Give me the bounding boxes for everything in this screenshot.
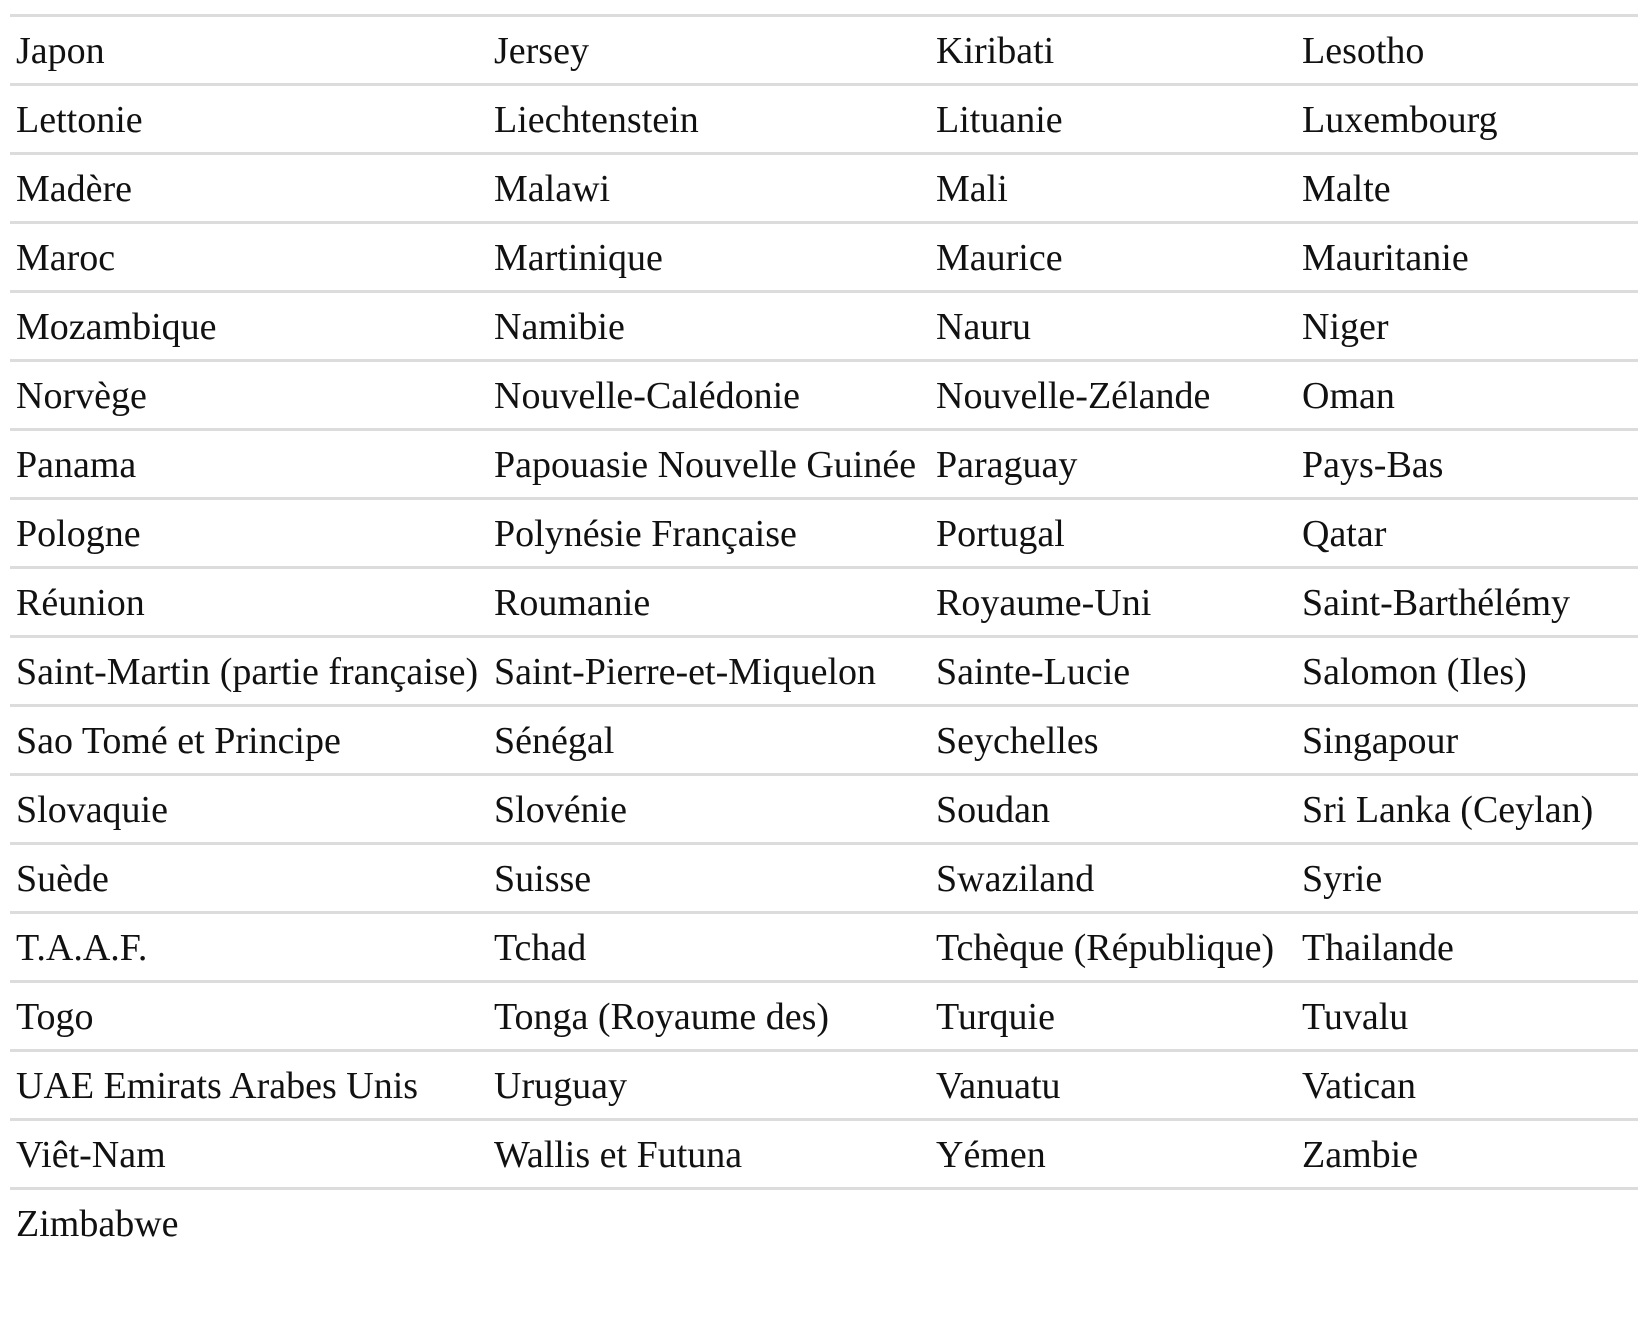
country-name: Norvège: [16, 375, 147, 417]
country-table-body: [10, 16, 1638, 1257]
country-name: Luxembourg: [1302, 99, 1498, 141]
table-cell: [930, 361, 1296, 430]
table-row: [10, 361, 1638, 430]
country-name: Viêt-Nam: [16, 1134, 166, 1176]
country-name: Sénégal: [494, 720, 615, 762]
country-name: Mauritanie: [1302, 237, 1469, 279]
country-name: Vanuatu: [936, 1065, 1061, 1107]
country-name: Pologne: [16, 513, 141, 555]
table-cell: [1296, 361, 1638, 430]
country-name: Portugal: [936, 513, 1065, 555]
country-name: UAE Emirats Arabes Unis: [16, 1065, 419, 1107]
country-name: Namibie: [494, 306, 625, 348]
table-row: [10, 844, 1638, 913]
table-cell: [488, 637, 930, 706]
table-cell: [488, 499, 930, 568]
country-name: Roumanie: [494, 582, 651, 624]
country-name: Royaume-Uni: [936, 582, 1152, 624]
table-cell: [10, 1051, 488, 1120]
table-row: [10, 913, 1638, 982]
table-cell: [1296, 430, 1638, 499]
table-row: [10, 1051, 1638, 1120]
table-row: [10, 292, 1638, 361]
table-cell: [930, 913, 1296, 982]
table-cell: [1296, 1120, 1638, 1189]
table-row: [10, 430, 1638, 499]
table-cell: [10, 154, 488, 223]
table-cell: [930, 16, 1296, 85]
country-name: Martinique: [494, 237, 663, 279]
country-name: Swaziland: [936, 858, 1095, 900]
table-cell: [1296, 16, 1638, 85]
table-cell: [488, 913, 930, 982]
country-name: Niger: [1302, 306, 1389, 348]
table-cell: [930, 568, 1296, 637]
table-cell: [1296, 1189, 1638, 1257]
country-name: Paraguay: [936, 444, 1078, 486]
table-cell: [10, 85, 488, 154]
table-row: [10, 154, 1638, 223]
country-name: Salomon (Iles): [1302, 651, 1527, 693]
table-cell: [930, 1189, 1296, 1257]
country-name: Japon: [16, 30, 105, 72]
table-cell: [930, 430, 1296, 499]
country-name: Tchad: [494, 927, 587, 969]
table-cell: [488, 430, 930, 499]
table-row: [10, 16, 1638, 85]
country-name: Mozambique: [16, 306, 217, 348]
table-cell: [1296, 775, 1638, 844]
country-name: Jersey: [494, 30, 589, 72]
country-name: Papouasie Nouvelle Guinée: [494, 444, 917, 486]
table-row: [10, 223, 1638, 292]
table-cell: [1296, 154, 1638, 223]
country-table: [10, 14, 1638, 1256]
table-cell: [10, 499, 488, 568]
table-cell: [930, 292, 1296, 361]
table-cell: [10, 1120, 488, 1189]
country-name: Liechtenstein: [494, 99, 699, 141]
table-cell: [930, 637, 1296, 706]
country-name: Sainte-Lucie: [936, 651, 1131, 693]
country-name: Pays-Bas: [1302, 444, 1444, 486]
country-name: Lituanie: [936, 99, 1063, 141]
country-name: Oman: [1302, 375, 1395, 417]
table-cell: [488, 85, 930, 154]
country-name: Nauru: [936, 306, 1031, 348]
table-row: [10, 706, 1638, 775]
country-name: Uruguay: [494, 1065, 627, 1107]
table-cell: [1296, 913, 1638, 982]
table-cell: [10, 1189, 488, 1257]
country-name: Maurice: [936, 237, 1063, 279]
table-cell: [488, 154, 930, 223]
table-cell: [1296, 292, 1638, 361]
country-name: Zambie: [1302, 1134, 1419, 1176]
country-name: Mali: [936, 168, 1008, 210]
table-cell: [10, 361, 488, 430]
table-cell: [488, 16, 930, 85]
table-row: [10, 1120, 1638, 1189]
table-cell: [930, 1120, 1296, 1189]
table-cell: [1296, 499, 1638, 568]
table-cell: [488, 1189, 930, 1257]
country-name: T.A.A.F.: [16, 927, 148, 969]
country-name: Suède: [16, 858, 109, 900]
table-cell: [1296, 982, 1638, 1051]
table-cell: [930, 1051, 1296, 1120]
table-cell: [10, 637, 488, 706]
country-name: Lesotho: [1302, 30, 1425, 72]
country-name: Togo: [16, 996, 94, 1038]
country-name: Turquie: [936, 996, 1055, 1038]
country-name: Saint-Pierre-et-Miquelon: [494, 651, 877, 693]
table-cell: [930, 223, 1296, 292]
country-name: Lettonie: [16, 99, 143, 141]
table-cell: [930, 85, 1296, 154]
country-name: Réunion: [16, 582, 145, 624]
table-cell: [1296, 1051, 1638, 1120]
table-cell: [1296, 568, 1638, 637]
table-row: [10, 568, 1638, 637]
country-name: Yémen: [936, 1134, 1046, 1176]
table-row: [10, 775, 1638, 844]
table-cell: [10, 982, 488, 1051]
table-cell: [488, 292, 930, 361]
table-cell: [930, 844, 1296, 913]
table-cell: [488, 982, 930, 1051]
country-name: Malawi: [494, 168, 611, 210]
country-name: Sri Lanka (Ceylan): [1302, 789, 1594, 831]
country-name: Tuvalu: [1302, 996, 1409, 1038]
table-cell: [10, 16, 488, 85]
table-cell: [1296, 637, 1638, 706]
country-name: Soudan: [936, 789, 1050, 831]
country-name: Qatar: [1302, 513, 1387, 555]
table-cell: [1296, 223, 1638, 292]
country-name: Tchèque (République): [936, 927, 1275, 969]
country-name: Thailande: [1302, 927, 1454, 969]
country-name: Vatican: [1302, 1065, 1416, 1107]
table-cell: [10, 430, 488, 499]
country-name: Nouvelle-Calédonie: [494, 375, 801, 417]
table-cell: [488, 223, 930, 292]
country-name: Nouvelle-Zélande: [936, 375, 1211, 417]
country-name: Madère: [16, 168, 133, 210]
table-cell: [488, 706, 930, 775]
country-name: Maroc: [16, 237, 116, 279]
table-cell: [10, 913, 488, 982]
country-name: Panama: [16, 444, 137, 486]
table-cell: [930, 499, 1296, 568]
table-row: [10, 637, 1638, 706]
table-cell: [930, 775, 1296, 844]
table-cell: [930, 154, 1296, 223]
country-name: Syrie: [1302, 858, 1383, 900]
table-cell: [488, 844, 930, 913]
table-cell: [1296, 844, 1638, 913]
table-cell: [488, 1120, 930, 1189]
country-name: Slovaquie: [16, 789, 168, 831]
table-cell: [488, 775, 930, 844]
country-name: Saint-Martin (partie française): [16, 651, 479, 693]
country-name: Polynésie Française: [494, 513, 797, 555]
table-cell: [488, 568, 930, 637]
country-name: Suisse: [494, 858, 592, 900]
table-cell: [10, 568, 488, 637]
table-row: [10, 1189, 1638, 1257]
table-cell: [930, 982, 1296, 1051]
country-name: Tonga (Royaume des): [494, 996, 830, 1038]
table-row: [10, 982, 1638, 1051]
country-name: Malte: [1302, 168, 1391, 210]
table-cell: [1296, 85, 1638, 154]
country-name: Zimbabwe: [16, 1203, 179, 1245]
table-cell: [10, 775, 488, 844]
country-name: Wallis et Futuna: [494, 1134, 743, 1176]
table-row: [10, 499, 1638, 568]
table-cell: [10, 292, 488, 361]
country-name: Sao Tomé et Principe: [16, 720, 341, 762]
table-cell: [488, 1051, 930, 1120]
country-name: Singapour: [1302, 720, 1459, 762]
table-cell: [488, 361, 930, 430]
country-name: Saint-Barthélémy: [1302, 582, 1571, 624]
table-cell: [10, 706, 488, 775]
table-cell: [10, 844, 488, 913]
country-name: Seychelles: [936, 720, 1099, 762]
table-cell: [1296, 706, 1638, 775]
country-table-container: [10, 14, 1638, 1256]
country-name: Slovénie: [494, 789, 627, 831]
country-name: Kiribati: [936, 30, 1055, 72]
table-cell: [930, 706, 1296, 775]
table-cell: [10, 223, 488, 292]
table-row: [10, 85, 1638, 154]
